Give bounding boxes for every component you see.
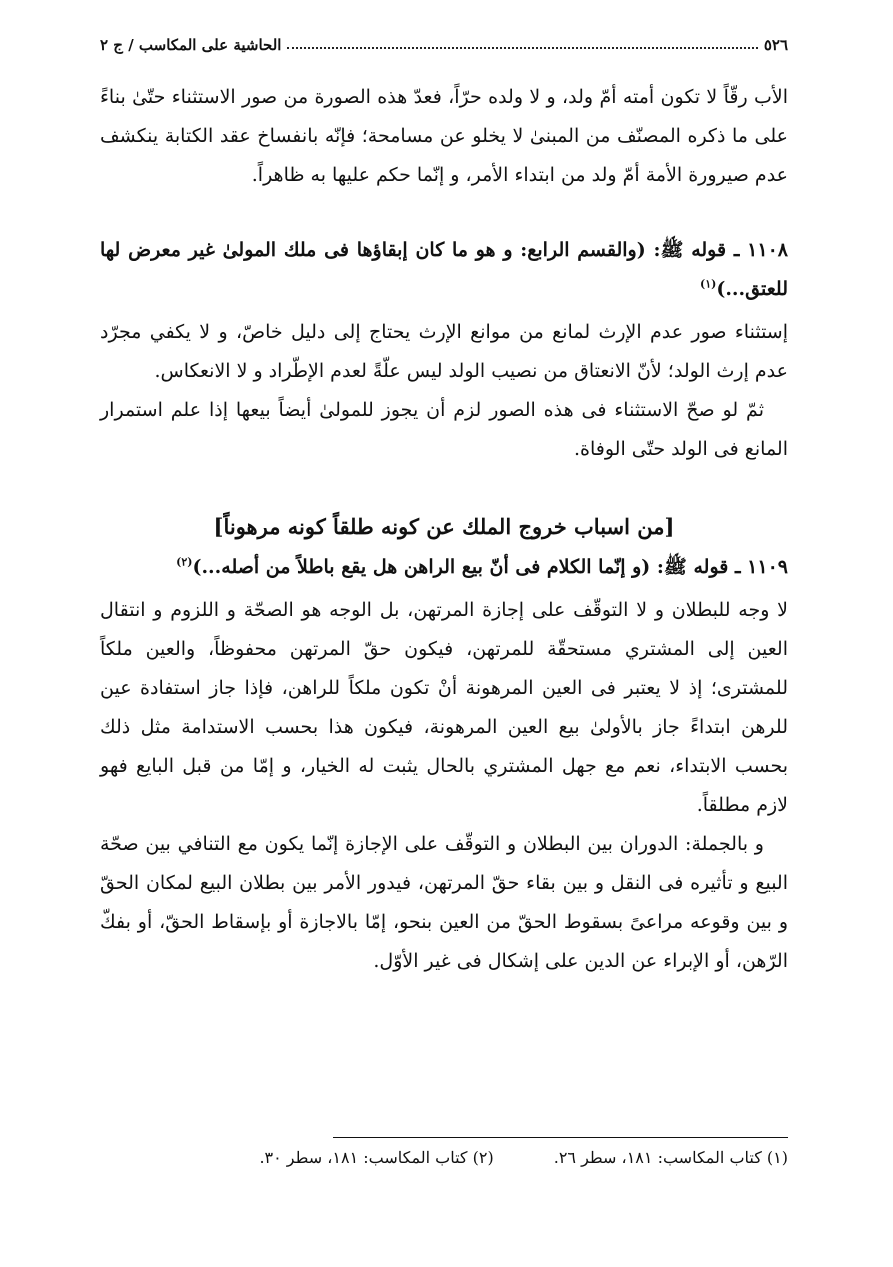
running-header [100, 30, 788, 60]
page-number: ٥٢٦ [763, 36, 788, 54]
header-dot-leader [287, 47, 757, 49]
paragraph-3: ثمّ لو صحّ الاستثناء فى هذه الصور لزم أن يجوز للمولىٰ أيضاً بيعها إذا علم استمرار المانع فى الولد حتّى الوفاة. [100, 399, 788, 460]
footnote-divider [333, 1137, 788, 1138]
paragraph-4: لا وجه للبطلان و لا التوقّف على إجازة المرتهن، بل الوجه هو الصحّة و اللزوم و انتقال العين إلى المشتري مستحقّة للمرتهن، فيكون حقّ المرتهن محفوظاً، والعين ملكاً للمشترى؛ إذ لا يعتبر فى العين المرهونة أنْ تكون ملكاً للراهن، فإذا جاز استفادة عين للرهن ابتداءً جاز بالأولىٰ بيع العين المرهونة، فيكون هذا بحسب الاستدامة مثل ذلك بحسب الابتداء، نعم مع جهل المشتري بالحال يثبت له الخيار، و إمّا من قبل البايع فهو لازم مطلقاً. [100, 599, 788, 816]
footnote-ref-2: (٢) [176, 555, 193, 569]
paragraph-5: و بالجملة: الدوران بين البطلان و التوقّف على الإجازة إنّما يكون مع التنافي بين صحّة البيع و تأثيره فى النقل و بين بقاء حقّ المرتهن، فيدور الأمر بين بطلان البيع لمكان الحقّ و بين وقوعه مراعىً بسقوط الحقّ من العين بنحو، إمّا بالاجازة أو بإسقاط الحقّ، أو بفكّ الرّهن، أو الإبراء عن الدين على إشكال فى غير الأوّل. [100, 833, 788, 972]
section-heading: [من اسباب خروج الملك عن كونه طلقاً كونه مرهوناً] [213, 514, 675, 539]
paragraph-2: إستثناء صور عدم الإرث لمانع من موانع الإرث يحتاج إلى دليل خاصّ، و لا يكفي مجرّد عدم إرث الولد؛ لأنّ الانعتاق من نصيب الولد ليس علّةً لعدم الإطّراد و لا الانعكاس. [100, 321, 788, 382]
footnotes [100, 1148, 788, 1167]
entry-1108-text: ١١٠٨ ـ قوله ﷺ: (والقسم الرابع: و هو ما كان إبقاؤها فى ملك المولىٰ غير معرض لها للعتق...) [100, 239, 788, 300]
footnote-ref-1: (١) [699, 277, 717, 291]
paragraph-1: الأب رقّاً لا تكون أمته أمّ ولد، و لا ولده حرّاً، فعدّ هذه الصورة من صور الاستثناء حتّىٰ بناءً على ما ذكره المصنّف من المبنىٰ لا يخلو عن مسامحة؛ فإنّه بانفساخ عقد الكتابة ينكشف عدم صيرورة الأمة أمّ ولد من ابتداء الأمر، و إنّما حكم عليها به ظاهراً. [100, 86, 788, 186]
entry-1109 [100, 548, 788, 587]
footnote-2: (٢) كتاب المكاسب: ١٨١، سطر ٣٠. [259, 1148, 494, 1167]
footnote-1: (١) كتاب المكاسب: ١٨١، سطر ٢٦. [553, 1148, 788, 1167]
book-title: الحاشية على المكاسب / ج ٢ [100, 36, 282, 54]
entry-1109-text: ١١٠٩ ـ قوله ﷺ: (و إنّما الكلام فى أنّ بيع الراهن هل يقع باطلاً من أصله...) [192, 556, 788, 578]
entry-1108 [100, 231, 788, 309]
body-text [100, 78, 788, 981]
